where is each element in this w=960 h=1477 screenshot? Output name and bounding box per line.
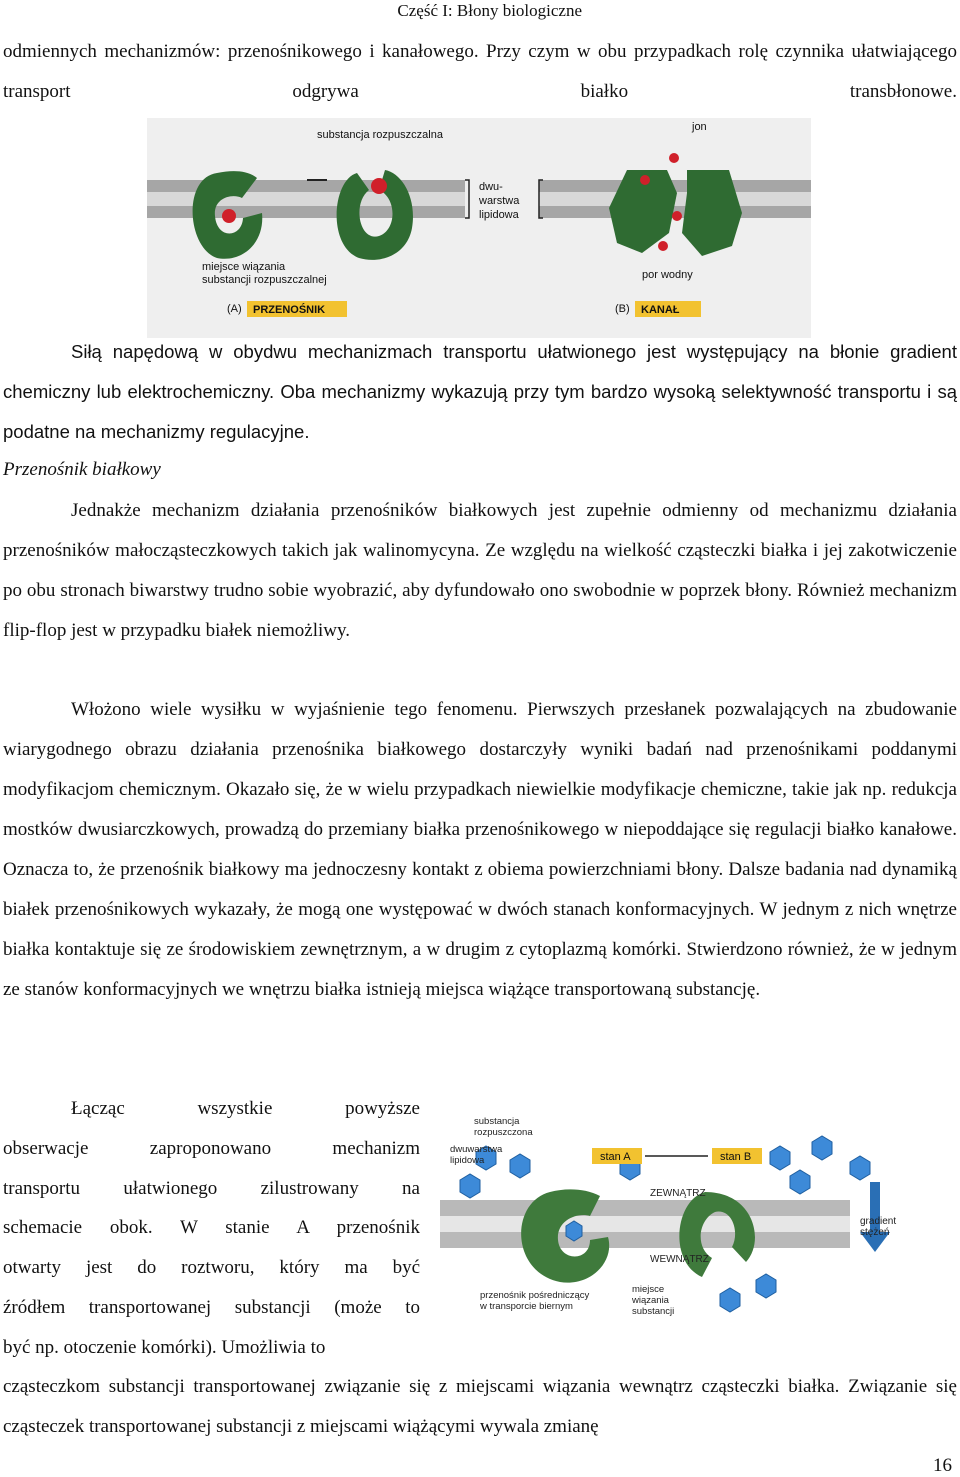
paragraph-intro: odmiennych mechanizmów: przenośnikowego i kanałowego. Przy czym w obu przypadkach rolę czynnika ułatwiającego transport odgrywa białko transbłonowe. xyxy=(3,41,957,102)
ion-dot xyxy=(658,241,668,251)
paragraph-research: Włożono wiele wysiłku w wyjaśnienie tego fenomenu. Pierwszych przesłanek pozwalających na zbudowanie wiarygodnego obrazu działania przenośnika białkowego dostarczyły wyniki badań nad przenośnikami poddanymi modyfikacjom chemicznym. Okazało się, że w wielu przypadkach niewielkie modyfikacje chemiczne, takie jak np. redukcja mostków dwusiarczkowych, prowadzą do przemiany białka przenośnikowego w niepoddające się regulacji białko kanałowe. Oznacza to, że przenośnik białkowy ma jednoczesny kontakt z obiema powierzchniami błony. Dalsze badania nad dynamiką białek przenośnikowych wykazały, że mogą one występować w dwóch stanach konformacyjnych. W jednym z nich wnętrze białka kontaktuje się ze środowiskiem zewnętrznym, a w drugim z cytoplazmą komórki. Stwierdzono również, że w jednym ze stanów konformacyjnych we wnętrzu białka istnieją miejsca wiążące transportowaną substancję. xyxy=(3,699,957,1000)
summary-line: być np. otoczenie komórki). Umożliwia to xyxy=(3,1336,326,1358)
paragraph-summary-rest: cząsteczkom substancji transportowanej związanie się z miejscami wiązania wewnątrz cząsteczki białka. Związanie się cząsteczek transportowanej substancji z miejscami wiążącymi wywala zmianę xyxy=(3,1376,957,1437)
label-binding-site: miejsce wiązania substancji rozpuszczalnej xyxy=(202,261,327,286)
panel-a-letter: (A) xyxy=(227,303,242,315)
label-gradient: gradient stężeń xyxy=(860,1216,897,1238)
panel-b-letter: (B) xyxy=(615,303,630,315)
label-pore: por wodny xyxy=(642,269,693,281)
ion-dot xyxy=(640,175,650,185)
paragraph-driving-force: Siłą napędową w obydwu mechanizmach transportu ułatwionego jest występujący na błonie gradient chemiczny lub elektrochemiczny. Oba mechanizmy wykazują przy tym bardzo wysoką selektywność transportu i są podatne na mechanizmy regulacyjne. xyxy=(3,341,957,442)
section-heading: Przenośnik białkowy xyxy=(3,459,161,480)
summary-line: obserwacje zaproponowano mechanizm xyxy=(3,1137,420,1159)
panel-a-label: PRZENOŚNIK xyxy=(253,304,326,316)
label-substance: substancja rozpuszczalna xyxy=(317,129,443,141)
paragraph-summary-intro xyxy=(3,1089,420,1368)
membrane xyxy=(440,1200,850,1248)
ion-dot xyxy=(672,211,682,221)
label-bilayer: dwu- warstwa lipidowa xyxy=(479,181,520,221)
label-inside: WEWNĄTRZ xyxy=(650,1254,709,1265)
label-bilayer: dwuwarstwa lipidowa xyxy=(450,1144,503,1166)
summary-line: źródłem transportowanej substancji (może to xyxy=(3,1296,420,1318)
summary-line: otwarty jest do roztworu, który ma być xyxy=(3,1257,420,1279)
solute-dot xyxy=(371,178,387,194)
figure-carrier-vs-channel xyxy=(147,118,811,338)
summary-line: schemacie obok. W stanie A przenośnik xyxy=(3,1217,420,1239)
figure-carrier-states xyxy=(440,1112,910,1322)
running-header: Część I: Błony biologiczne xyxy=(397,1,582,20)
label-outside: ZEWNĄTRZ xyxy=(650,1188,706,1199)
label-ion: jon xyxy=(692,121,707,133)
solute-hexagon xyxy=(566,1221,582,1241)
panel-b-label: KANAŁ xyxy=(641,304,680,316)
label-substance: substancja rozpuszczona xyxy=(474,1116,533,1138)
page-number: 16 xyxy=(933,1455,952,1476)
paragraph-mechanism: Jednakże mechanizm działania przenośników białkowych jest zupełnie odmienny od mechanizmu działania przenośników małocząsteczkowych takich jak walinomycyna. Ze względu na wielkość cząsteczki białka i jej zakotwiczenie po obu stronach biwarstwy trudno sobie wyobrazić, aby dyfundowało ono swobodnie w poprzek błony. Również mechanizm flip-flop jest w przypadku białek niemożliwy. xyxy=(3,500,957,641)
paragraph-intro-line1 xyxy=(3,32,957,112)
summary-line: transportu ułatwionego zilustrowany na xyxy=(3,1177,420,1199)
label-carrier: przenośnik pośredniczący w transporcie biernym xyxy=(480,1290,590,1312)
label-binding: miejsce wiązania substancji xyxy=(632,1284,675,1317)
label-state-b: stan B xyxy=(720,1151,752,1163)
label-state-a: stan A xyxy=(600,1151,631,1163)
summary-line: Łącząc wszystkie powyższe xyxy=(71,1098,420,1119)
ion-dot xyxy=(669,153,679,163)
solute-dot xyxy=(222,209,236,223)
